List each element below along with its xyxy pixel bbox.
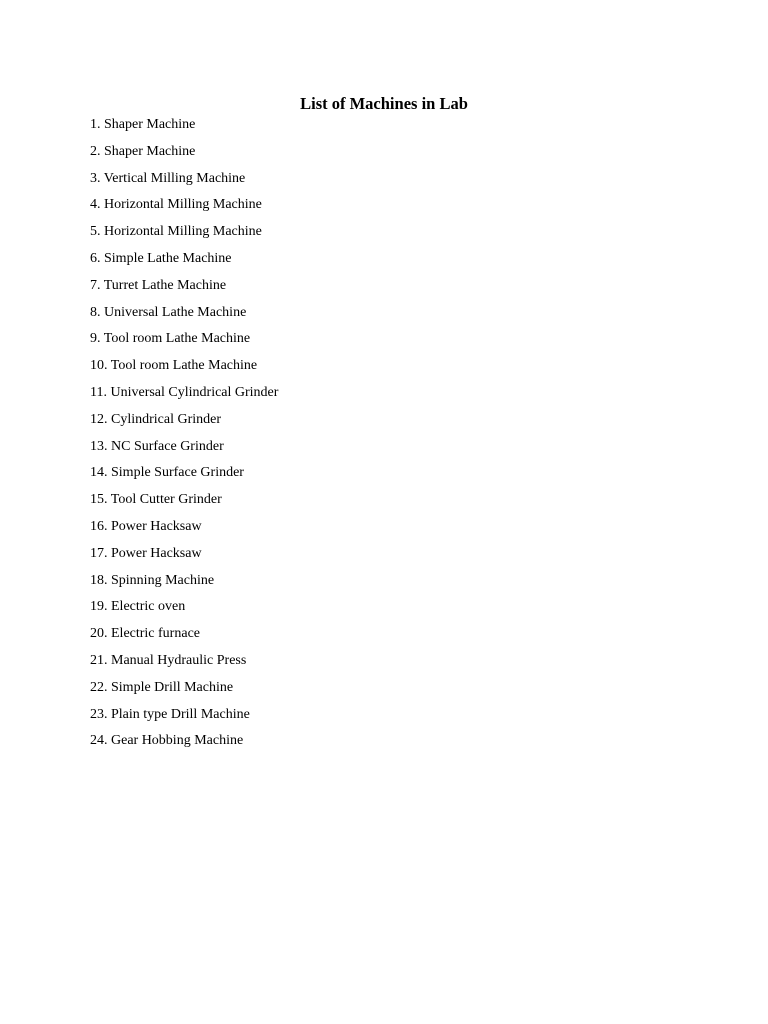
list-item: 15. Tool Cutter Grinder — [90, 492, 222, 508]
list-item: 6. Simple Lathe Machine — [90, 250, 232, 266]
list-item: 23. Plain type Drill Machine — [90, 706, 250, 722]
list-item: 8. Universal Lathe Machine — [90, 304, 247, 320]
list-item: 7. Turret Lathe Machine — [90, 277, 227, 293]
list-item: 14. Simple Surface Grinder — [90, 465, 244, 481]
list-item: 2. Shaper Machine — [90, 143, 196, 159]
list-item: 20. Electric furnace — [90, 626, 200, 642]
list-item: 21. Manual Hydraulic Press — [90, 652, 247, 668]
list-item: 12. Cylindrical Grinder — [90, 411, 222, 427]
list-item: 3. Vertical Milling Machine — [90, 170, 246, 186]
list-item: 5. Horizontal Milling Machine — [90, 224, 262, 240]
list-item: 16. Power Hacksaw — [90, 518, 202, 534]
list-item: 19. Electric oven — [90, 599, 186, 615]
list-item: 13. NC Surface Grinder — [90, 438, 224, 454]
list-item: 1. Shaper Machine — [90, 117, 196, 132]
list-item: 17. Power Hacksaw — [90, 545, 202, 561]
list-item: 9. Tool room Lathe Machine — [90, 331, 251, 347]
list-item: 10. Tool room Lathe Machine — [90, 358, 258, 374]
machine-list — [90, 112, 278, 755]
list-item: 22. Simple Drill Machine — [90, 679, 234, 695]
list-item: 4. Horizontal Milling Machine — [90, 197, 262, 213]
list-item: 24. Gear Hobbing Machine — [90, 733, 244, 749]
list-item: 18. Spinning Machine — [90, 572, 215, 588]
document-title: List of Machines in Lab — [300, 94, 468, 113]
list-item: 11. Universal Cylindrical Grinder — [90, 384, 279, 400]
